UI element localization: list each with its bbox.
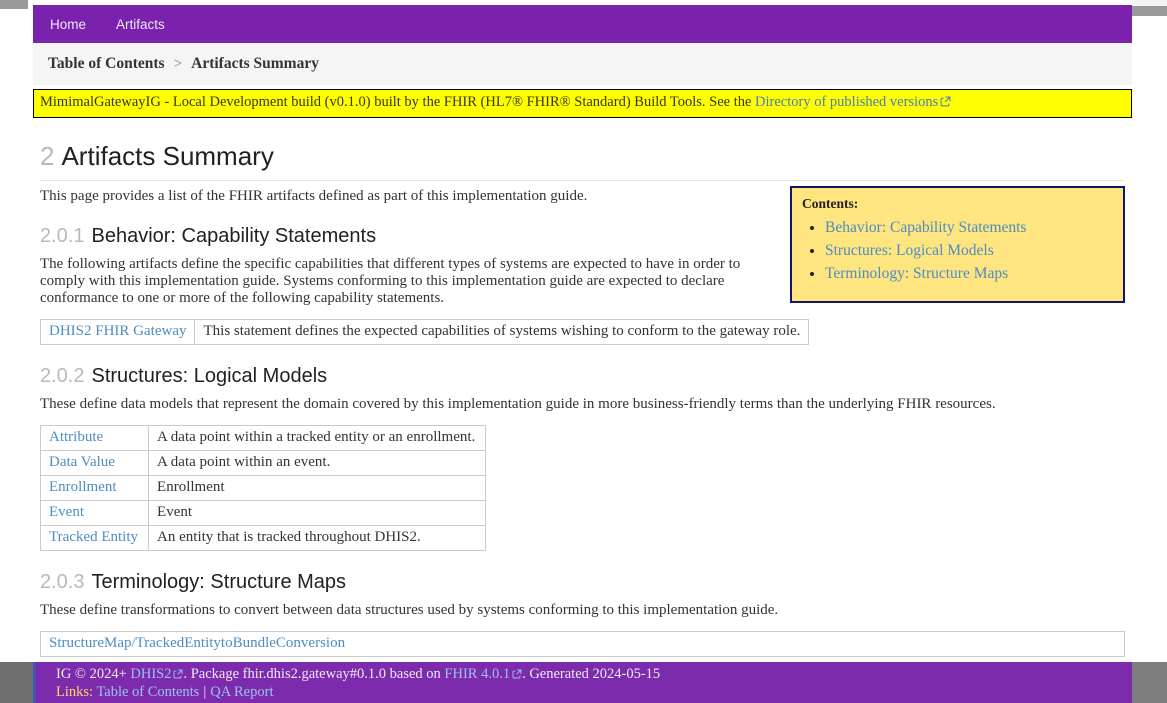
footer-table-of-contents-link[interactable]: Table of Contents bbox=[96, 684, 200, 701]
event-link[interactable]: Event bbox=[49, 504, 84, 521]
contents-box-title: Contents: bbox=[802, 195, 859, 211]
contents-item bbox=[825, 219, 1113, 237]
section-description: These define data models that represent the domain covered by this implementation guide in more business-friendly terms than the underlying FHIR resources. bbox=[40, 396, 996, 413]
page-title-number: 2 bbox=[40, 140, 55, 171]
window-edge-bottom-right bbox=[1132, 662, 1167, 703]
artifact-name-cell bbox=[41, 526, 149, 551]
table-row bbox=[41, 451, 486, 476]
table-row bbox=[41, 632, 1125, 657]
page-intro: This page provides a list of the FHIR artifacts defined as part of this implementation guide. bbox=[40, 187, 588, 204]
dhis2-footer-link-label: DHIS2 bbox=[130, 666, 172, 682]
footer-link-separator: | bbox=[203, 684, 207, 701]
footer-copyright: IG © 2024+ bbox=[56, 666, 131, 682]
footer-package-text: . Package fhir.dhis2.gateway#0.1.0 based on bbox=[183, 666, 445, 682]
section-description: The following artifacts define the specific capabilities that different types of systems are expected to have in order to comply with this implementation guide. Systems conforming to this implementation guide are expected to declare conformance to one or more of the following capability statements. bbox=[40, 255, 741, 307]
table-row bbox=[41, 320, 809, 345]
footer-qa-report-link[interactable]: QA Report bbox=[210, 684, 274, 701]
contents-item bbox=[825, 265, 1113, 283]
section-description: These define transformations to convert between data structures used by systems conforming to this implementation guide. bbox=[40, 602, 779, 619]
section-number: 2.0.1 bbox=[40, 224, 85, 247]
footer-line-2 bbox=[56, 684, 1132, 701]
breadcrumb-current-page: Artifacts Summary bbox=[191, 55, 319, 72]
contents-link-structure-maps[interactable]: Terminology: Structure Maps bbox=[825, 264, 1009, 282]
top-navbar bbox=[33, 5, 1132, 43]
window-edge-top-left bbox=[0, 0, 28, 9]
window-edge-top-right bbox=[1132, 6, 1167, 16]
page-title-text: Artifacts Summary bbox=[61, 140, 274, 171]
external-link-icon bbox=[512, 667, 522, 684]
structuremap-trackedentity-link[interactable]: StructureMap/TrackedEntitytoBundleConversion bbox=[49, 635, 346, 652]
table-row bbox=[41, 501, 486, 526]
directory-link-label: Directory of published versions bbox=[755, 94, 939, 110]
contents-item bbox=[825, 242, 1113, 260]
footer-generated-text: . Generated 2024-05-15 bbox=[522, 666, 661, 682]
publish-banner-text: MimimalGatewayIG - Local Development build (v0.1.0) built by the FHIR (HL7® FHIR® Standard) Build Tools. See the bbox=[40, 94, 756, 110]
capability-statements-table bbox=[40, 319, 809, 345]
fhir-version-link-label: FHIR 4.0.1 bbox=[444, 666, 511, 682]
directory-of-published-versions-link[interactable] bbox=[755, 94, 951, 110]
artifact-name-cell bbox=[41, 451, 149, 476]
section-title: Structures: Logical Models bbox=[91, 365, 328, 388]
artifact-description-cell: Enrollment bbox=[149, 476, 486, 501]
artifact-description-cell: Event bbox=[149, 501, 486, 526]
fhir-version-link[interactable] bbox=[444, 666, 522, 682]
contents-link-capability-statements[interactable]: Behavior: Capability Statements bbox=[825, 218, 1027, 236]
section-number: 2.0.3 bbox=[40, 571, 85, 594]
artifact-name-cell bbox=[41, 426, 149, 451]
section-title: Behavior: Capability Statements bbox=[91, 224, 377, 247]
artifact-name-cell bbox=[41, 501, 149, 526]
contents-link-logical-models[interactable]: Structures: Logical Models bbox=[825, 241, 994, 259]
artifact-description-cell: A data point within a tracked entity or an enrollment. bbox=[149, 426, 486, 451]
artifact-name-cell bbox=[41, 320, 195, 345]
table-row bbox=[41, 426, 486, 451]
page-title bbox=[40, 141, 1125, 181]
tracked-entity-link[interactable]: Tracked Entity bbox=[49, 529, 139, 546]
publish-banner bbox=[33, 89, 1132, 118]
enrollment-link[interactable]: Enrollment bbox=[49, 479, 117, 496]
artifact-description-cell: An entity that is tracked throughout DHIS2. bbox=[149, 526, 486, 551]
contents-box bbox=[790, 186, 1125, 303]
artifact-name-cell bbox=[41, 632, 1125, 657]
ig-page bbox=[33, 5, 1132, 657]
table-row bbox=[41, 476, 486, 501]
contents-list bbox=[802, 219, 1113, 283]
nav-item-artifacts[interactable]: Artifacts bbox=[116, 16, 165, 32]
window-edge-bottom-left bbox=[0, 662, 33, 703]
artifact-description-cell: A data point within an event. bbox=[149, 451, 486, 476]
artifact-name-cell bbox=[41, 476, 149, 501]
section-number: 2.0.2 bbox=[40, 365, 85, 388]
artifact-description-cell: This statement defines the expected capabilities of systems wishing to conform to the gateway role. bbox=[195, 320, 809, 345]
dhis2-fhir-gateway-link[interactable]: DHIS2 FHIR Gateway bbox=[49, 323, 187, 340]
breadcrumb bbox=[33, 43, 1132, 85]
nav-item-home[interactable]: Home bbox=[50, 16, 87, 32]
footer-links-label: Links: bbox=[56, 684, 94, 701]
footer-line-1 bbox=[56, 666, 1132, 684]
section-title: Terminology: Structure Maps bbox=[91, 571, 347, 594]
section-heading-logical-models bbox=[40, 365, 1125, 388]
page-footer bbox=[33, 662, 1132, 703]
table-row bbox=[41, 526, 486, 551]
data-value-link[interactable]: Data Value bbox=[49, 454, 115, 471]
external-link-icon bbox=[940, 94, 951, 113]
main-content bbox=[33, 141, 1132, 658]
section-heading-structure-maps bbox=[40, 571, 1125, 594]
dhis2-footer-link[interactable] bbox=[130, 666, 183, 682]
external-link-icon bbox=[173, 667, 183, 684]
structure-maps-table bbox=[40, 631, 1125, 657]
attribute-link[interactable]: Attribute bbox=[49, 429, 104, 446]
breadcrumb-table-of-contents[interactable]: Table of Contents bbox=[48, 55, 165, 72]
breadcrumb-separator: > bbox=[173, 55, 183, 72]
logical-models-table bbox=[40, 425, 486, 551]
